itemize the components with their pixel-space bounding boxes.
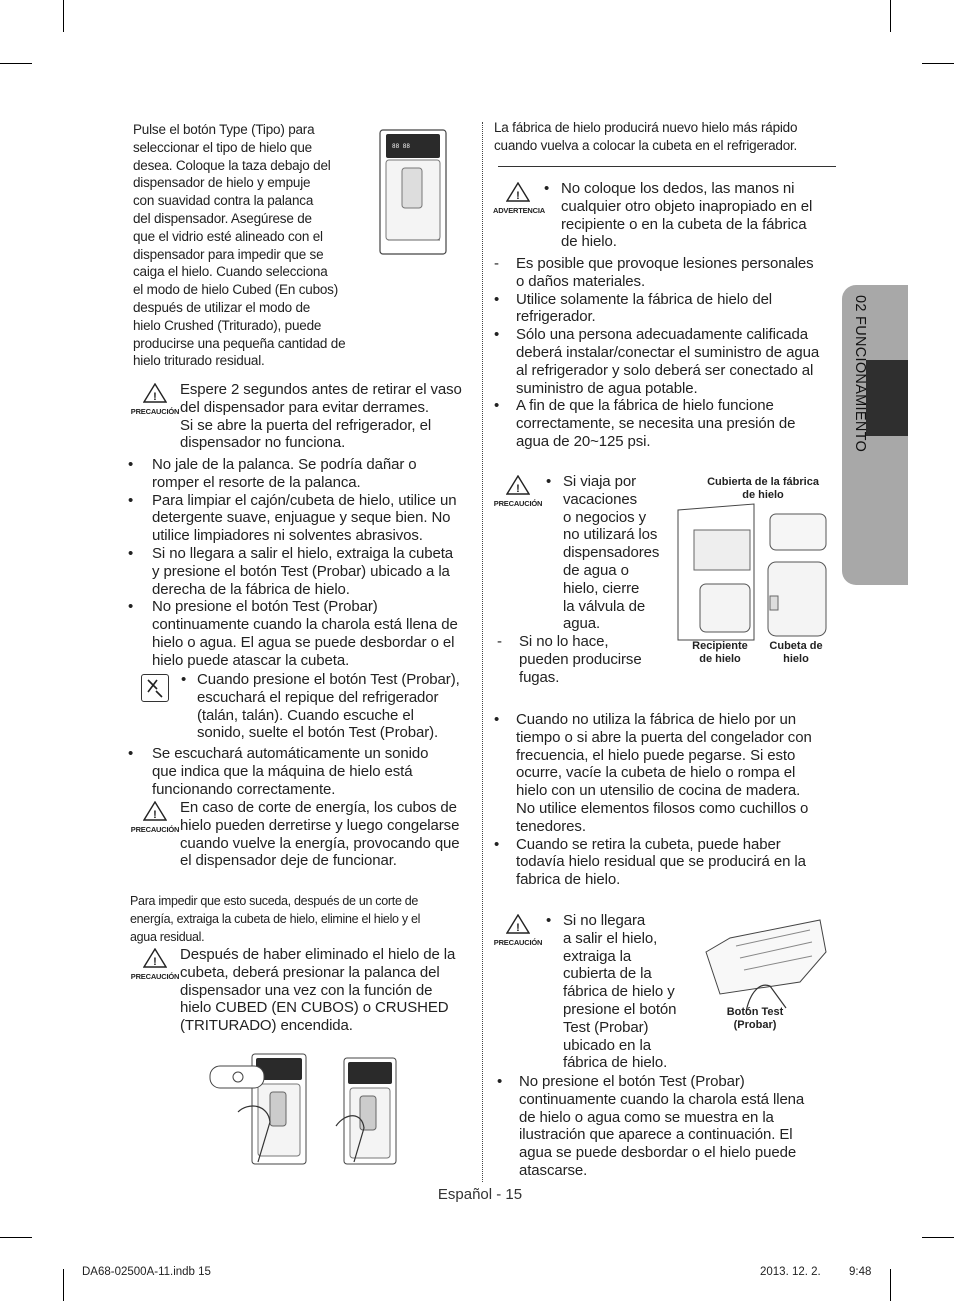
text-line: Espere 2 segundos antes de retirar el vaso	[180, 381, 462, 398]
bullet-mark: •	[494, 326, 500, 344]
small-paragraph	[130, 893, 475, 946]
text-line: sonido, suelte el botón Test (Probar).	[197, 724, 439, 742]
text-line: hielo, cierre	[563, 579, 640, 597]
caution-icon	[130, 948, 180, 981]
caution-label: PRECAUCIÓN	[493, 938, 543, 947]
bullet-list	[494, 711, 836, 889]
crop-mark	[922, 63, 954, 64]
text-line: hielo con un utensilio de cocina de madera.	[516, 782, 801, 800]
text-line: suministro de agua potable.	[516, 379, 698, 397]
caution-icon	[130, 801, 180, 834]
text-line: tiempo o si abre la puerta del congelador con	[516, 728, 812, 746]
text-line: Recipiente	[692, 640, 748, 652]
text-line: No presione el botón Test (Probar)	[152, 598, 378, 616]
text-line: Si viaja por	[563, 473, 637, 490]
text-line: Para limpiar el cajón/cubeta de hielo, utilice un	[152, 491, 457, 509]
dispenser-hand-illustration	[334, 1056, 398, 1166]
text-line: o daños materiales.	[516, 272, 646, 290]
bullet-list	[128, 456, 477, 670]
text-line: atascarse.	[519, 1161, 588, 1179]
text-line: el dispensador deje de funcionar.	[180, 852, 397, 870]
crop-mark	[63, 1269, 64, 1301]
crop-mark	[890, 0, 891, 32]
text-line: después de utilizar el modo de	[133, 299, 311, 315]
text-line: Si no llegara	[563, 912, 646, 929]
svg-text:!: !	[516, 190, 520, 202]
text-line: de hielo.	[561, 233, 617, 251]
text-line: hielo CUBED (EN CUBOS) o CRUSHED	[180, 999, 449, 1017]
crop-mark	[0, 1237, 32, 1238]
caution-label: PRECAUCIÓN	[493, 499, 543, 508]
test-button-illustration	[700, 912, 830, 1012]
bullet-mark: •	[546, 912, 552, 929]
text-line: agua.	[563, 615, 601, 633]
text-line: Cubierta de la fábrica	[707, 476, 819, 488]
text-line: y presione el botón Test (Probar) ubicado a la	[152, 562, 450, 580]
caution-text	[180, 799, 480, 870]
text-line: Utilice solamente la fábrica de hielo del	[516, 290, 773, 308]
text-line: No coloque los dedos, las manos ni	[561, 180, 795, 197]
text-line: dispensador de hielo y empuje	[133, 175, 311, 191]
text-line: utilice limpiadores ni solventes abrasivos.	[152, 527, 423, 545]
text-line: con suavidad contra la palanca	[133, 193, 314, 209]
text-line: escuchará el repique del refrigerador	[197, 688, 439, 706]
text-line: (Probar)	[733, 1019, 777, 1031]
list-item	[494, 835, 836, 889]
bullet-mark: •	[128, 456, 134, 473]
text-line: A fin de que la fábrica de hielo funcione	[516, 397, 774, 415]
text-line: fabrica de hielo.	[516, 871, 621, 889]
caution-icon	[130, 383, 180, 416]
text-line: hielo pueden derretirse y luego congelarse	[180, 816, 460, 834]
text-line: agua se puede desbordar o el hielo puede	[519, 1144, 797, 1162]
bullet-mark: •	[494, 290, 500, 308]
text-line: que indica que la máquina de hielo está	[152, 762, 413, 780]
warning-label: ADVERTENCIA	[493, 206, 545, 215]
note-icon	[141, 674, 169, 702]
text-line: ilustración que aparece a continuación. El	[519, 1126, 793, 1144]
list-item	[128, 456, 477, 492]
text-line: el modo de hielo Cubed (En cubos)	[133, 282, 339, 298]
section-tab-label: 02 FUNCIONAMIENTO	[852, 295, 868, 453]
text-line: o negocios y	[563, 508, 647, 526]
text-line: fugas.	[519, 668, 560, 686]
text-line: cubeta, deberá presionar la palanca del	[180, 963, 440, 981]
dispenser-hand-illustration	[208, 1052, 308, 1166]
caution-icon	[493, 914, 543, 947]
vacation-dash	[497, 633, 659, 686]
svg-text:!: !	[153, 391, 157, 403]
text-line: Cubeta de	[769, 640, 823, 652]
caution-label: PRECAUCIÓN	[130, 407, 180, 416]
text-line: fábrica de hielo y	[563, 983, 675, 1001]
text-line: presione el botón	[563, 1000, 677, 1018]
text-line: pueden producirse	[519, 650, 642, 668]
text-line: La fábrica de hielo producirá nuevo hielo más rápido	[494, 120, 798, 135]
text-line: Test (Probar)	[563, 1018, 649, 1036]
text-line: de hielo	[699, 653, 741, 665]
text-line: Si no llegara a salir el hielo, extraiga la cubeta	[152, 544, 454, 562]
bullet-mark: •	[544, 180, 550, 197]
list-item	[128, 544, 477, 598]
text-line: al refrigerador y solo deberá ser conectado al	[516, 361, 814, 379]
footer-file: DA68-02500A-11.indb 15	[82, 1266, 211, 1278]
dash-mark: -	[494, 255, 499, 272]
intro-paragraph	[133, 121, 363, 370]
crop-mark	[922, 1237, 954, 1238]
bullet-mark: •	[128, 491, 134, 509]
text-line: cualquier otro objeto inapropiado en el	[561, 197, 813, 215]
text-line: la válvula de	[563, 597, 646, 615]
list-item	[128, 745, 472, 798]
footer-date: 2013. 12. 2.	[760, 1266, 821, 1278]
text-line: ocurre, vacíe la cubeta de hielo o rompa el	[516, 764, 796, 782]
list-item	[128, 598, 477, 669]
text-line: dispensador una vez con la función de	[180, 981, 433, 999]
list-item	[497, 1073, 839, 1180]
caution-text	[180, 381, 480, 452]
caution-icon	[493, 475, 543, 508]
bullet-mark: •	[181, 671, 187, 688]
text-line: a salir el hielo,	[563, 929, 658, 947]
list-item	[544, 180, 831, 251]
text-line: extraiga la	[563, 947, 632, 965]
text-line: vacaciones	[563, 490, 638, 508]
text-line: Es posible que provoque lesiones personales	[516, 255, 814, 272]
text-line: Para impedir que esto suceda, después de un corte de	[130, 894, 419, 908]
text-line: No presione el botón Test (Probar)	[519, 1073, 745, 1090]
text-line: recipiente o en la cubeta de la fábrica	[561, 215, 807, 233]
text-line: funcionando correctamente.	[152, 780, 336, 798]
text-line: seleccionar el tipo de hielo que	[133, 139, 312, 155]
note-text	[181, 671, 477, 742]
text-line: cuando vuelve la energía, provocando que	[180, 834, 460, 852]
ice-maker-illustration	[674, 500, 834, 642]
text-line: Cuando no utiliza la fábrica de hielo por un	[516, 711, 796, 728]
text-line: Se escuchará automáticamente un sonido	[152, 745, 429, 762]
text-line: Después de haber eliminado el hielo de la	[180, 946, 456, 963]
text-line: Botón Test	[726, 1006, 784, 1018]
text-line: Pulse el botón Type (Tipo) para	[133, 122, 315, 137]
text-line: hielo Crushed (Triturado), puede	[133, 317, 322, 333]
ice-maker-paragraph	[494, 119, 824, 155]
text-line: (talán, talán). Cuando escuche el	[197, 706, 414, 724]
test-caution-text	[546, 912, 693, 1072]
footer-time: 9:48	[849, 1266, 872, 1278]
text-line: continuamente cuando la charola está llena de	[152, 616, 458, 634]
bullet-mark: •	[494, 835, 500, 853]
text-line: del dispensador para evitar derrames.	[180, 398, 429, 416]
bullet-mark: •	[128, 598, 134, 616]
text-line: frecuencia, el hielo puede pegarse. Si esto	[516, 746, 796, 764]
text-line: de hielo o agua como se muestra en la	[519, 1108, 774, 1126]
text-line: No jale de la palanca. Se podría dañar o	[152, 456, 417, 473]
svg-text:!: !	[516, 483, 520, 495]
text-line: deberá instalar/conectar el suministro de agua	[516, 343, 820, 361]
list-item	[494, 397, 836, 450]
dispenser-illustration	[378, 128, 450, 258]
text-line: hielo	[783, 653, 809, 665]
column-divider	[482, 122, 483, 1182]
bullet-mark: •	[128, 745, 134, 762]
text-line: Si no lo hace,	[519, 633, 609, 650]
text-line: detergente suave, enjuague y seque bien. No	[152, 509, 451, 527]
text-line: refrigerador.	[516, 308, 596, 326]
label-bucket	[762, 640, 830, 666]
text-line: No utilice elementos filosos como cuchillos o	[516, 799, 809, 817]
text-line: producirse una pequeña cantidad de	[133, 335, 346, 351]
text-line: Cuando presione el botón Test (Probar),	[197, 671, 460, 688]
text-line: romper el resorte de la palanca.	[152, 473, 361, 491]
text-line: no utilizará los	[563, 526, 658, 544]
page-number: Español - 15	[437, 1186, 523, 1203]
text-line: hielo puede atascar la cubeta.	[152, 651, 350, 669]
dash-mark: -	[497, 633, 502, 650]
crop-mark	[890, 1269, 891, 1301]
text-line: Sólo una persona adecuadamente calificada	[516, 326, 808, 344]
text-line: fábrica de hielo.	[563, 1054, 668, 1072]
text-line: derecha de la fábrica de hielo.	[152, 580, 350, 598]
svg-text:!: !	[516, 922, 520, 934]
text-line: todavía hielo residual que se producirá en la	[516, 853, 806, 871]
svg-text:!: !	[153, 956, 157, 968]
text-line: que el vidrio esté alineado con el	[133, 228, 323, 244]
text-line: del dispensador. Asegúrese de	[133, 210, 312, 226]
section-tab-marker	[866, 360, 908, 436]
text-line: cubierta de la	[563, 965, 652, 983]
caution-text	[180, 946, 480, 1035]
vacation-text	[546, 473, 673, 633]
svg-text:88 88: 88 88	[392, 143, 411, 150]
bullet-mark: •	[497, 1073, 503, 1090]
text-line: cuando vuelva a colocar la cubeta en el refrigerador.	[494, 137, 798, 153]
crop-mark	[63, 0, 64, 32]
caution-label: PRECAUCIÓN	[130, 825, 180, 834]
list-item	[494, 255, 836, 291]
caution-label: PRECAUCIÓN	[130, 972, 180, 981]
text-line: desea. Coloque la taza debajo del	[133, 157, 331, 173]
text-line: hielo o agua. El agua se puede desbordar o el	[152, 633, 455, 651]
text-line: ubicado en la	[563, 1036, 651, 1054]
crop-mark	[0, 63, 32, 64]
text-line: Cuando se retira la cubeta, puede haber	[516, 835, 781, 853]
list-item	[128, 491, 477, 545]
text-line: dispensador no funciona.	[180, 434, 346, 452]
text-line: correctamente, se necesita una presión de	[516, 415, 796, 433]
bullet-mark: •	[546, 473, 552, 490]
warning-icon	[493, 182, 543, 215]
text-line: agua residual.	[130, 929, 205, 944]
text-line: dispensador para impedir que se	[133, 246, 324, 262]
text-line: (TRITURADO) encendida.	[180, 1017, 353, 1035]
text-line: energía, extraiga la cubeta de hielo, elimine el hielo y el	[130, 911, 421, 926]
bullet-mark: •	[494, 711, 500, 728]
text-line: de hielo	[742, 489, 784, 501]
text-line: dispensadores	[563, 544, 660, 562]
text-line: agua de 20~125 psi.	[516, 432, 651, 450]
text-line: caiga el hielo. Cuando selecciona	[133, 264, 328, 280]
text-line: hielo triturado residual.	[133, 353, 265, 369]
svg-text:!: !	[153, 809, 157, 821]
label-container	[684, 640, 756, 666]
bullet-mark: •	[494, 397, 500, 415]
text-line: continuamente cuando la charola está llena	[519, 1090, 805, 1108]
text-line: tenedores.	[516, 817, 586, 835]
text-line: En caso de corte de energía, los cubos de	[180, 799, 457, 816]
label-cover	[700, 476, 826, 502]
list-item	[494, 290, 836, 327]
text-line: Si se abre la puerta del refrigerador, el	[180, 416, 432, 434]
list-item	[494, 326, 836, 397]
divider	[498, 166, 836, 167]
bullet-mark: •	[128, 544, 134, 562]
label-test-button	[718, 1006, 792, 1032]
warning-list	[494, 255, 836, 451]
list-item	[494, 711, 836, 836]
text-line: de agua o	[563, 561, 629, 579]
